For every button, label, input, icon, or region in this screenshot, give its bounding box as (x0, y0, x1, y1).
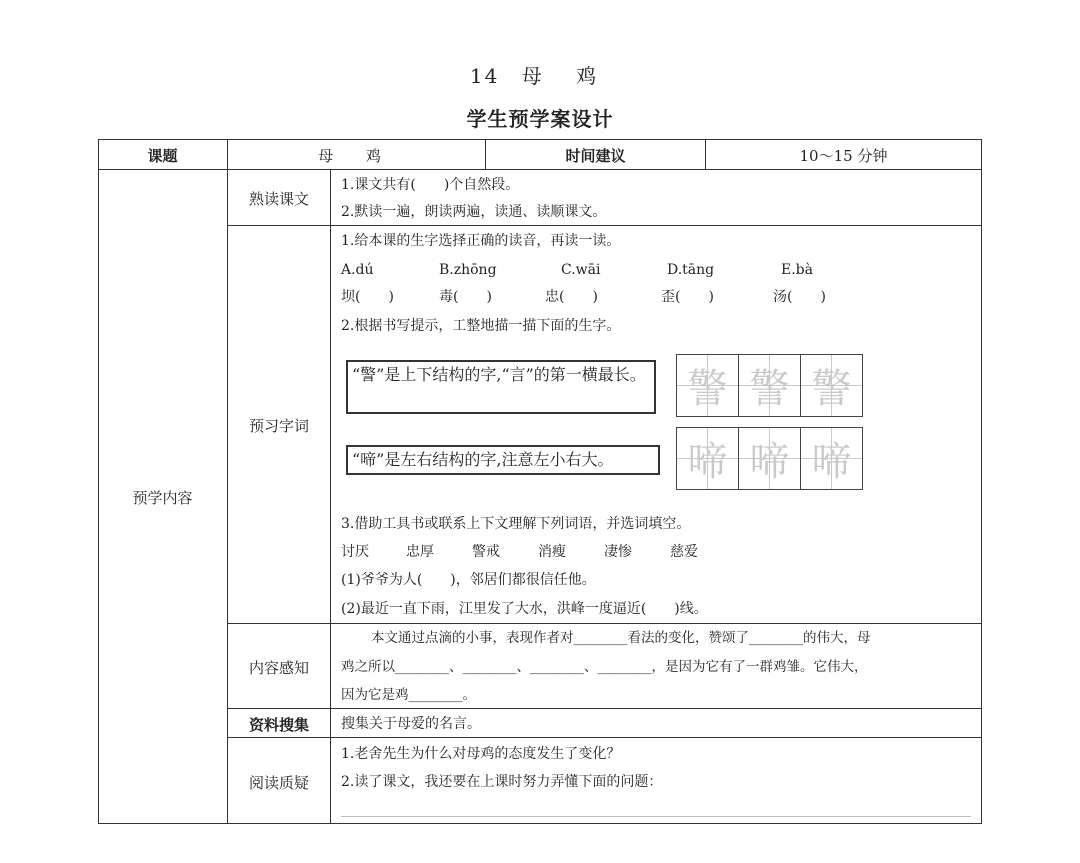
content-line-3: 因为它是鸡________。 (341, 687, 476, 703)
content-line-1: 本文通过点滴的小事，表现作者对________看法的变化，赞颂了________的伟大，母 (371, 630, 871, 646)
reading-item-1: 1.课文共有( )个自然段。 (341, 177, 520, 193)
page-subtitle: 学生预学案设计 (466, 107, 614, 131)
lesson-number: 14 (469, 64, 500, 88)
material-text: 搜集关于母爱的名言。 (341, 716, 481, 732)
tracing-cell[interactable] (738, 427, 801, 490)
tracing-grid-1 (676, 354, 862, 417)
tracing-char: 警 (687, 366, 728, 412)
question-item-2: 2.读了课文，我还要在上课时努力弄懂下面的问题： (341, 774, 663, 790)
char-blank-2: 毒( ) (439, 289, 492, 305)
vocab-word-3: 警戒 (472, 544, 500, 560)
char-blank-4: 歪( ) (661, 289, 714, 305)
words-question-2: 2.根据书写提示，工整地描一描下面的生字。 (341, 318, 621, 334)
content-label: 内容感知 (248, 659, 309, 677)
tracing-cell[interactable] (800, 427, 863, 490)
vocab-word-6: 慈爱 (670, 544, 698, 560)
row-divider-3 (227, 708, 982, 709)
tracing-grid-2 (676, 427, 862, 490)
worksheet-table (98, 139, 982, 824)
char-blank-5: 汤( ) (773, 289, 826, 305)
char-blank-1: 坝( ) (341, 289, 394, 305)
pinyin-option-b: B.zhōng (439, 262, 497, 278)
material-label: 资料搜集 (248, 716, 309, 734)
answer-line[interactable] (341, 816, 971, 817)
row-divider-2 (227, 623, 982, 624)
table-border-right (981, 139, 982, 824)
words-question-3: 3.借助工具书或联系上下文理解下列词语，并选词填空。 (341, 516, 691, 532)
tracing-cell[interactable] (800, 354, 863, 417)
vocab-word-1: 讨厌 (341, 544, 369, 560)
tracing-char: 啼 (811, 439, 852, 485)
time-value: 10～15 分钟 (799, 147, 888, 165)
tracing-char: 警 (811, 366, 852, 412)
pinyin-option-a: A.dú (341, 262, 374, 278)
row-divider-1 (227, 225, 982, 226)
topic-value: 母 鸡 (318, 147, 395, 165)
page-title (0, 60, 1080, 89)
time-label: 时间建议 (565, 147, 626, 165)
tracing-char: 啼 (749, 439, 790, 485)
table-border-top (98, 139, 982, 140)
tracing-char: 啼 (687, 439, 728, 485)
header-row-divider (98, 169, 982, 170)
tracing-char: 警 (749, 366, 790, 412)
col-divider-2 (330, 170, 331, 824)
writing-tip-2: “啼”是左右结构的字,注意左小右大。 (346, 445, 660, 475)
vocab-word-4: 消瘦 (538, 544, 566, 560)
char-blank-3: 忠( ) (545, 289, 598, 305)
topic-label: 课题 (147, 147, 178, 165)
pinyin-option-e: E.bà (781, 262, 813, 278)
main-section-label: 预学内容 (132, 489, 193, 507)
reading-label: 熟读课文 (248, 190, 309, 208)
fill-blank-2: (2)最近一直下雨，江里发了大水，洪峰一度逼近( )线。 (341, 601, 708, 617)
questions-label: 阅读质疑 (248, 774, 309, 792)
content-line-2: 鸡之所以________、________、________、________，是因为它有了一群鸡雏。它伟大， (341, 659, 868, 675)
fill-blank-1: (1)爷爷为人( )，邻居们都很信任他。 (341, 572, 596, 588)
tracing-cell[interactable] (676, 354, 739, 417)
question-item-1: 1.老舍先生为什么对母鸡的态度发生了变化？ (341, 746, 621, 762)
tracing-cell[interactable] (738, 354, 801, 417)
pinyin-option-d: D.tāng (667, 262, 715, 278)
lesson-title: 母 鸡 (521, 64, 611, 88)
vocab-word-2: 忠厚 (406, 544, 434, 560)
reading-item-2: 2.默读一遍，朗读两遍，读通、读顺课文。 (341, 204, 607, 220)
tracing-cell[interactable] (676, 427, 739, 490)
table-border-left (98, 139, 99, 824)
words-question-1: 1.给本课的生字选择正确的读音，再读一读。 (341, 233, 621, 249)
vocab-word-5: 凄惨 (604, 544, 632, 560)
table-border-bottom (98, 823, 982, 824)
pinyin-option-c: C.wāi (561, 262, 601, 278)
words-label: 预习字词 (248, 417, 309, 435)
row-divider-4 (227, 737, 982, 738)
writing-tip-1: “警”是上下结构的字,“言”的第一横最长。 (346, 360, 656, 414)
